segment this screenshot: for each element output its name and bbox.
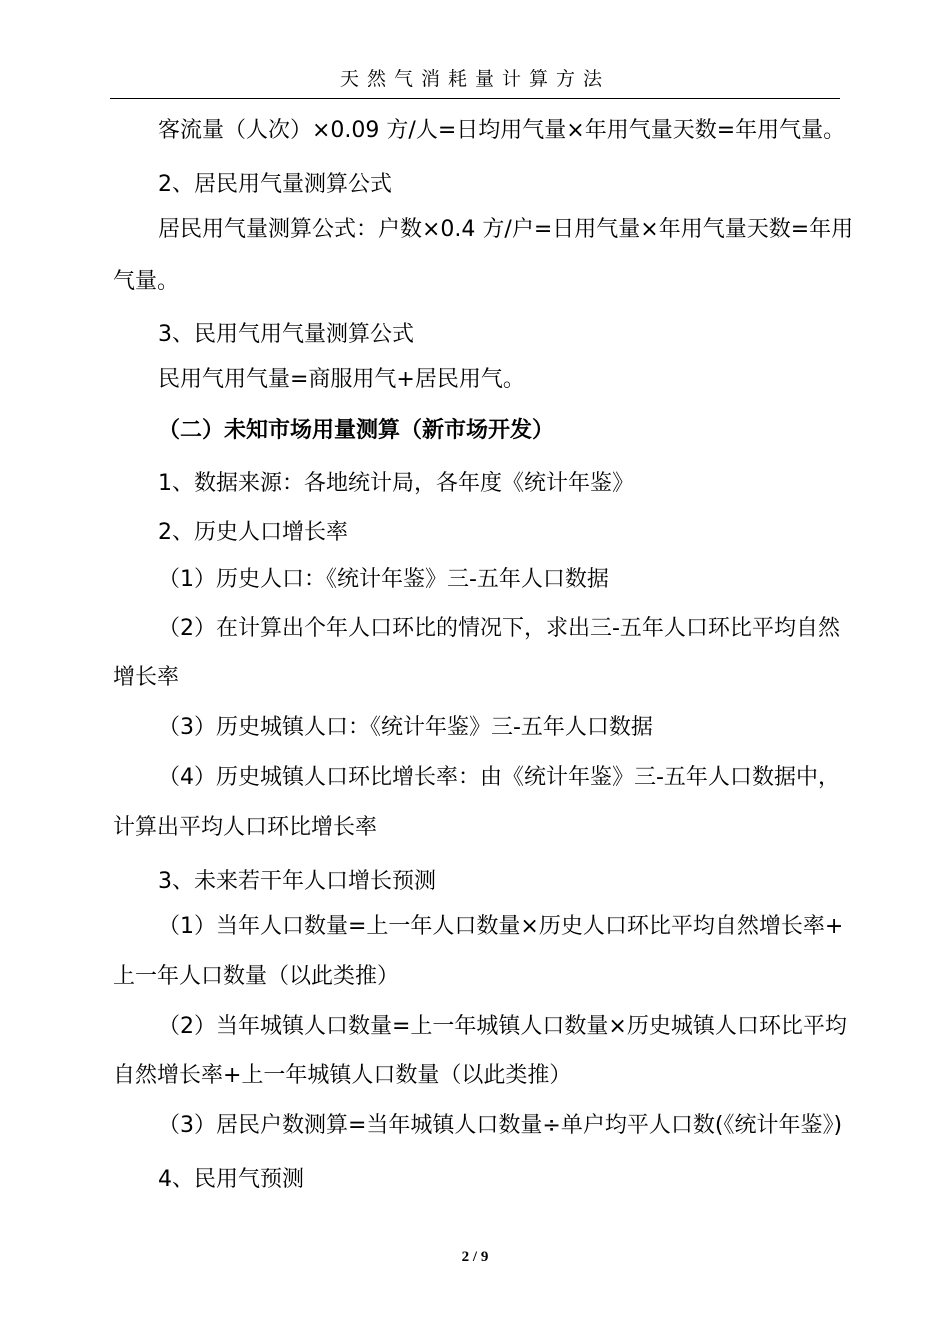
section-heading: 4、民用气预测 [158,1167,304,1192]
page-number: 2 / 9 [461,1249,489,1265]
list-item: （3）历史城镇人口：《统计年鉴》三-五年人口数据 [158,715,653,740]
section-heading: 2、居民用气量测算公式 [158,172,392,197]
paragraph-line: 增长率 [113,665,180,690]
section-heading: 2、历史人口增长率 [158,520,348,545]
list-item: （1）历史人口：《统计年鉴》三-五年人口数据 [158,567,609,592]
paragraph-line: 自然增长率+上一年城镇人口数量（以此类推） [113,1063,572,1088]
list-item: （2）在计算出个年人口环比的情况下，求出三-五年人口环比平均自然 [158,616,840,641]
paragraph-line: 民用气用气量=商服用气+居民用气。 [158,367,525,392]
paragraph-line: 气量。 [113,269,180,294]
list-item: （4）历史城镇人口环比增长率：由《统计年鉴》三-五年人口数据中， [158,765,840,790]
list-item: （2）当年城镇人口数量=上一年城镇人口数量×历史城镇人口环比平均 [158,1014,847,1039]
section-heading: 3、民用气用气量测算公式 [158,322,414,347]
section-heading: 3、未来若干年人口增长预测 [158,869,436,894]
header-divider [110,98,840,99]
page-header-title: 天然气消耗量计算方法 [339,68,610,90]
list-item: （3）居民户数测算=当年城镇人口数量÷单户均平人口数(《统计年鉴》) [158,1113,843,1138]
paragraph-line: 计算出平均人口环比增长率 [113,815,378,840]
paragraph-line: 客流量（人次）×0.09 方/人=日均用气量×年用气量天数=年用气量。 [158,118,846,143]
list-item: （1）当年人口数量=上一年人口数量×历史人口环比平均自然增长率+ [158,914,844,939]
paragraph-line: 1、数据来源：各地统计局，各年度《统计年鉴》 [158,471,634,496]
bold-section-heading: （二）未知市场用量测算（新市场开发） [158,418,555,443]
paragraph-line: 上一年人口数量（以此类推） [113,964,400,989]
paragraph-line: 居民用气量测算公式：户数×0.4 方/户=日用气量×年用气量天数=年用 [158,217,854,242]
